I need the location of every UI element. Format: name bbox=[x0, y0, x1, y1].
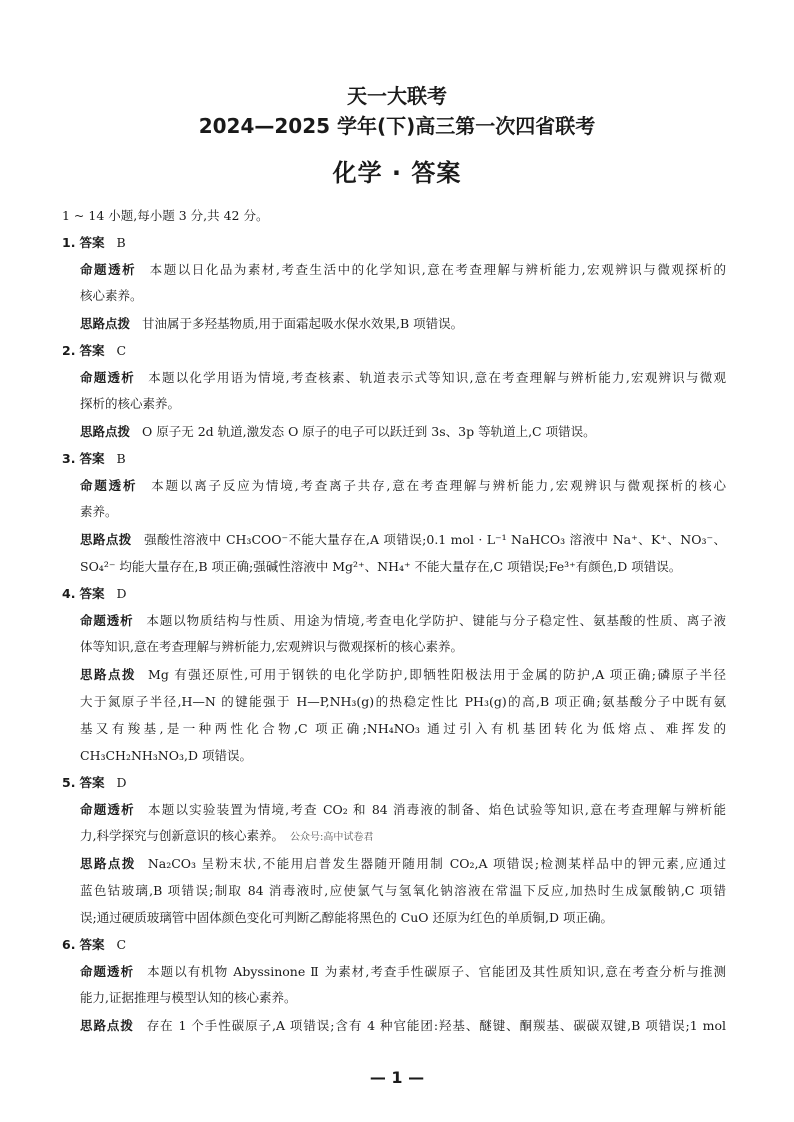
q3-analysis-2: 素养。 bbox=[80, 504, 118, 519]
q6-analysis-2: 能力,证据推理与模型认知的核心素养。 bbox=[80, 990, 297, 1005]
q4-tips-4: CH₃CH₂NH₃NO₃,D 项错误。 bbox=[80, 748, 252, 763]
q3-analysis-1: 命题透析 本题以离子反应为情境,考查离子共存,意在考查理解与辨析能力,宏观辨识与微观探析的核心 bbox=[80, 478, 726, 493]
q4-answer: D bbox=[116, 586, 127, 601]
subject-title: 化学 · 答案 bbox=[332, 159, 462, 187]
q4-analysis-1: 命题透析 本题以物质结构与性质、用途为情境,考查电化学防护、键能与分子稳定性、氨基酸的性质、离子液 bbox=[80, 613, 726, 628]
q1-analysis-2: 核心素养。 bbox=[80, 288, 143, 303]
q4-tips-3: 基又有羧基,是一种两性化合物,C 项正确;NH₄NO₃ 通过引入有机基团转化为低熔点、难挥发的 bbox=[80, 721, 726, 736]
q6-answer-line: 6. 答案 C bbox=[62, 937, 127, 952]
q5-analysis-1: 命题透析 本题以实验装置为情境,考查 CO₂ 和 84 消毒液的制备、焰色试验等知识,意在考查理解与辨析能 bbox=[80, 802, 726, 817]
q5-tips-2: 蓝色钴玻璃,B 项错误;制取 84 消毒液时,应使氯气与氢氧化钠溶液在常温下反应,加热时生成氯酸钠,C 项错 bbox=[80, 883, 726, 898]
q2-analysis-2: 探析的核心素养。 bbox=[80, 396, 181, 411]
q4-tips-1: 思路点拨 Mg 有强还原性,可用于钢铁的电化学防护,即牺牲阳极法用于金属的防护,A 项正确;磷原子半径 bbox=[80, 667, 726, 682]
q5-answer: D bbox=[116, 775, 127, 790]
intro-line: 1 ~ 14 小题,每小题 3 分,共 42 分。 bbox=[62, 208, 269, 223]
q2-answer: C bbox=[116, 343, 127, 358]
q1-tips-1: 思路点拨 甘油属于多羟基物质,用于面霜起吸水保水效果,B 项错误。 bbox=[80, 316, 464, 331]
q5-tips-1: 思路点拨 Na₂CO₃ 呈粉末状,不能用启普发生器随开随用制 CO₂,A 项错误;检测某样品中的钾元素,应通过 bbox=[80, 856, 726, 871]
q5-analysis-2: 力,科学探究与创新意识的核心素养。 公众号:高中试卷君 bbox=[80, 828, 374, 843]
q2-answer-line: 2. 答案 C bbox=[62, 343, 127, 358]
page-number: — 1 — bbox=[369, 1068, 425, 1087]
q5-answer-line: 5. 答案 D bbox=[62, 775, 127, 790]
q4-tips-2: 大于氮原子半径,H—N 的键能强于 H—P,NH₃(g)的热稳定性比 PH₃(g)的高,B 项正确;氨基酸分子中既有氨 bbox=[80, 694, 726, 709]
q4-analysis-2: 体等知识,意在考查理解与辨析能力,宏观辨识与微观探析的核心素养。 bbox=[80, 639, 463, 654]
q3-answer: B bbox=[116, 451, 126, 466]
watermark-text: 公众号:高中试卷君 bbox=[289, 832, 374, 843]
q1-answer-line: 1. 答案 B bbox=[62, 235, 126, 250]
q5-tips-3: 误;通过硬质玻璃管中固体颜色变化可判断乙醇能将黑色的 CuO 还原为红色的单质铜,D 项正确。 bbox=[80, 910, 613, 925]
q1-answer: B bbox=[116, 235, 126, 250]
q3-tips-1: 思路点拨 强酸性溶液中 CH₃COO⁻不能大量存在,A 项错误;0.1 mol · L⁻¹ NaHCO₃ 溶液中 Na⁺、K⁺、NO₃⁻、 bbox=[80, 532, 726, 547]
q6-analysis-1: 命题透析 本题以有机物 Abyssinone Ⅱ 为素材,考查手性碳原子、官能团及其性质知识,意在考查分析与推测 bbox=[80, 964, 726, 979]
q6-tips-1: 思路点拨 存在 1 个手性碳原子,A 项错误;含有 4 种官能团:羟基、醚键、酮羰基、碳碳双键,B 项错误;1 mol bbox=[80, 1018, 726, 1033]
q2-tips-1: 思路点拨 O 原子无 2d 轨道,激发态 O 原子的电子可以跃迁到 3s、3p 等轨道上,C 项错误。 bbox=[80, 424, 596, 439]
q3-tips-2: SO₄²⁻ 均能大量存在,B 项正确;强碱性溶液中 Mg²⁺、NH₄⁺ 不能大量存在,C 项错误;Fe³⁺有颜色,D 项错误。 bbox=[80, 559, 682, 574]
q4-answer-line: 4. 答案 D bbox=[62, 586, 127, 601]
q3-answer-line: 3. 答案 B bbox=[62, 451, 126, 466]
exam-title: 2024—2025 学年(下)高三第一次四省联考 bbox=[198, 114, 596, 138]
q1-analysis-1: 命题透析 本题以日化品为素材,考查生活中的化学知识,意在考查理解与辨析能力,宏观辨识与微观探析的 bbox=[80, 262, 726, 277]
q6-answer: C bbox=[116, 937, 127, 952]
q2-analysis-1: 命题透析 本题以化学用语为情境,考查核素、轨道表示式等知识,意在考查理解与辨析能力,宏观辨识与微观 bbox=[80, 370, 726, 385]
exam-series-title: 天一大联考 bbox=[347, 84, 447, 108]
